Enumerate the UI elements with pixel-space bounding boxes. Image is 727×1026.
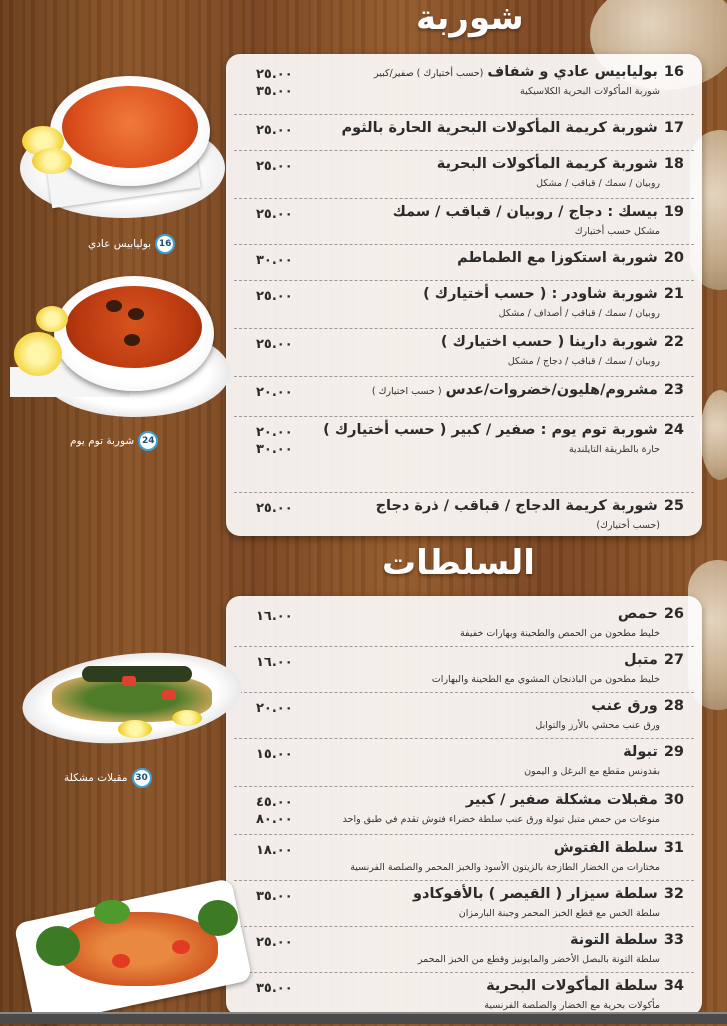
menu-item-price	[256, 794, 293, 828]
menu-item-row	[234, 926, 694, 973]
dish-photo-tom-yum	[10, 272, 230, 422]
price-primary: ٢٠.٠٠	[256, 701, 293, 716]
menu-item-name	[570, 932, 684, 948]
menu-item-title: متبل	[624, 652, 658, 668]
menu-item-title: سلطة التونة	[570, 932, 658, 948]
menu-item-name	[591, 698, 684, 714]
menu-item-title: ورق عنب	[591, 698, 658, 714]
menu-item-row	[234, 738, 694, 787]
menu-item-title: شوربة كريمة الدجاج / قباقب / ذرة دجاج	[375, 498, 658, 514]
price-primary: ٢٥.٠٠	[256, 501, 293, 516]
menu-item-row	[234, 416, 694, 493]
menu-item-name	[413, 886, 684, 902]
menu-item-row	[234, 646, 694, 693]
menu-item-price	[256, 158, 293, 175]
menu-item-number: 33	[663, 932, 684, 948]
menu-item-row	[234, 600, 694, 647]
price-secondary: ٣٥.٠٠	[256, 84, 293, 99]
menu-item-number: 32	[663, 886, 684, 902]
menu-item-number: 20	[663, 250, 684, 266]
menu-item-price	[256, 500, 293, 517]
menu-item-number: 29	[663, 744, 684, 760]
menu-item-price	[256, 252, 293, 269]
menu-item-number: 17	[663, 120, 684, 136]
dish-photo-seafood-salad	[22, 892, 246, 1008]
menu-item-price	[256, 336, 293, 353]
menu-item-name	[323, 422, 684, 438]
menu-item-title: شوربة شاودر : ( حسب أختيارك )	[423, 286, 658, 302]
menu-item-price	[256, 980, 293, 997]
menu-item-number: 22	[663, 334, 684, 350]
price-primary: ٢٥.٠٠	[256, 935, 293, 950]
menu-item-title: سلطة المأكولات البحرية	[486, 978, 658, 994]
menu-item-title: بيسك : دجاج / روبيان / قباقب / سمك	[392, 204, 658, 220]
menu-item-price	[256, 746, 293, 763]
menu-item-title: شوربة استكوزا مع الطماطم	[457, 250, 658, 266]
salads-section-title: السلطات	[382, 543, 535, 583]
menu-item-row	[234, 328, 694, 377]
dish-number-badge: 24	[138, 431, 158, 451]
soups-menu-panel	[226, 54, 702, 536]
menu-item-title: حمص	[617, 606, 658, 622]
menu-item-name	[624, 652, 684, 668]
price-primary: ٢٥.٠٠	[256, 207, 293, 222]
menu-item-description: روبيان / سمك / قباقب / أصداف / مشكل	[498, 308, 660, 319]
menu-item-price	[256, 384, 293, 401]
menu-item-description: روبيان / سمك / قباقب / مشكل	[536, 178, 660, 189]
menu-item-row	[234, 58, 694, 115]
price-primary: ١٦.٠٠	[256, 609, 293, 624]
menu-item-name	[437, 156, 684, 172]
photo-caption-24	[70, 431, 158, 451]
menu-item-number: 23	[663, 382, 684, 398]
price-primary: ٢٠.٠٠	[256, 385, 293, 400]
menu-item-description: منوعات من حمص متبل تبولة ورق عنب سلطة خضراء فتوش تقدم في طبق واحد	[342, 814, 660, 825]
menu-item-name	[554, 840, 684, 856]
menu-item-name	[423, 286, 684, 302]
menu-item-description: ورق عنب محشي بالأرز والتوابل	[535, 720, 660, 731]
photo-caption-text: شوربة توم يوم	[70, 435, 135, 447]
menu-item-name	[374, 64, 684, 80]
menu-item-row	[234, 834, 694, 881]
menu-item-number: 31	[663, 840, 684, 856]
photo-caption-text: بولیابیس عادي	[88, 238, 152, 250]
menu-item-price	[256, 66, 293, 100]
menu-item-name	[376, 498, 684, 514]
menu-item-title: شوربة كريمة المأكولات البحرية	[436, 156, 658, 172]
menu-item-price	[256, 424, 293, 458]
price-primary: ٣٥.٠٠	[256, 981, 293, 996]
menu-item-name	[486, 978, 684, 994]
menu-item-name	[393, 204, 684, 220]
price-primary: ١٦.٠٠	[256, 655, 293, 670]
menu-item-title: شوربة دارينا ( حسب اختيارك )	[440, 334, 658, 350]
dish-number-badge: 30	[132, 768, 152, 788]
menu-item-row	[234, 150, 694, 199]
menu-item-name	[372, 382, 684, 398]
menu-item-description: بقدونس مقطع مع البرغل و اليمون	[524, 766, 660, 777]
price-primary: ٤٥.٠٠	[256, 795, 293, 810]
menu-item-description: سلطة الخس مع قطع الخبز المحمر وجبنة البارمزان	[458, 908, 660, 919]
menu-item-title: شوربة توم يوم : صفير / كبير ( حسب أختيارك )	[323, 422, 658, 438]
menu-item-description: خليط مطحون من الباذنجان المشوي مع الطحينة والبهارات	[431, 674, 660, 685]
menu-item-title: شوربة كريمة المأكولات البحرية الحارة بالثوم	[341, 120, 658, 136]
menu-item-description: مشكل حسب أختيارك	[574, 226, 660, 237]
menu-item-price	[256, 700, 293, 717]
menu-item-number: 30	[663, 792, 684, 808]
menu-item-title: مقبلات مشكلة صفير / كبير	[465, 792, 658, 808]
page-bottom-bar	[0, 1012, 727, 1024]
menu-item-row	[234, 880, 694, 927]
menu-item-title: سلطة سيزار ( القيصر ) بالأفوكادو	[413, 886, 658, 902]
menu-item-number: 25	[663, 498, 684, 514]
menu-item-number: 21	[663, 286, 684, 302]
menu-item-row	[234, 786, 694, 835]
menu-item-description: مختارات من الخضار الطازجة بالزيتون الأسود والخبز المحمر والصلصة الفرنسية	[350, 862, 660, 873]
menu-item-row	[234, 492, 694, 540]
menu-item-name	[623, 744, 684, 760]
menu-item-price	[256, 842, 293, 859]
menu-item-number: 18	[663, 156, 684, 172]
price-secondary: ٣٠.٠٠	[256, 442, 293, 457]
menu-item-title: تبولة	[623, 744, 658, 760]
menu-item-description: شوربة المأكولات البحرية الكلاسيكية	[520, 86, 660, 97]
menu-item-description: روبيان / سمك / قباقب / دجاج / مشكل	[507, 356, 660, 367]
menu-item-description: سلطة التونة بالبصل الأخضر والمايونيز وقطع من الخبز المحمر	[417, 954, 660, 965]
menu-item-description: خليط مطحون من الحمص والطحينة وبهارات خفيفة	[459, 628, 660, 639]
menu-item-price	[256, 654, 293, 671]
menu-item-row	[234, 114, 694, 151]
salads-menu-panel	[226, 596, 702, 1016]
seashell-decoration-mid	[700, 390, 727, 480]
menu-item-number: 28	[663, 698, 684, 714]
price-primary: ٢٥.٠٠	[256, 67, 293, 82]
menu-item-price	[256, 934, 293, 951]
dish-photo-mixed-appetizers	[22, 646, 244, 746]
dish-photo-bouillabaisse	[18, 68, 228, 228]
menu-item-price	[256, 206, 293, 223]
photo-caption-30	[64, 768, 152, 788]
price-primary: ٢٥.٠٠	[256, 159, 293, 174]
price-secondary: ٨٠.٠٠	[256, 812, 293, 827]
menu-item-title: بولیابیس عادي و شفاف	[487, 64, 658, 80]
menu-item-name	[441, 334, 684, 350]
menu-item-number: 16	[663, 64, 684, 80]
photo-caption-text: مقبلات مشكلة	[64, 772, 128, 784]
menu-item-price	[256, 888, 293, 905]
menu-item-name	[618, 606, 684, 622]
menu-item-number: 24	[663, 422, 684, 438]
menu-item-price	[256, 288, 293, 305]
menu-item-name	[466, 792, 684, 808]
menu-item-description: (حسب أختيارك)	[596, 520, 660, 531]
price-primary: ٢٥.٠٠	[256, 289, 293, 304]
menu-item-number: 34	[663, 978, 684, 994]
price-primary: ٣٠.٠٠	[256, 253, 293, 268]
menu-item-number: 26	[663, 606, 684, 622]
menu-item-title: مشروم/هليون/خضروات/عدس	[445, 382, 658, 398]
menu-item-price	[256, 122, 293, 139]
menu-item-description: مأكولات بحرية مع الخضار والصلصة الفرنسية	[484, 1000, 660, 1011]
menu-item-title: سلطة الفتوش	[553, 840, 658, 856]
menu-item-number: 19	[663, 204, 684, 220]
menu-item-note: (حسب أختيارك ) صفير/كبير	[373, 68, 484, 79]
menu-item-row	[234, 376, 694, 417]
price-primary: ٢٥.٠٠	[256, 337, 293, 352]
price-primary: ١٨.٠٠	[256, 843, 293, 858]
price-primary: ٢٥.٠٠	[256, 123, 293, 138]
menu-item-row	[234, 244, 694, 281]
menu-item-price	[256, 608, 293, 625]
menu-item-row	[234, 198, 694, 245]
menu-item-row	[234, 692, 694, 739]
menu-item-name	[457, 250, 684, 266]
price-primary: ٢٠.٠٠	[256, 425, 293, 440]
menu-item-number: 27	[663, 652, 684, 668]
price-primary: ٣٥.٠٠	[256, 889, 293, 904]
dish-number-badge: 16	[155, 234, 175, 254]
menu-item-description: حارة بالطريقة التايلندية	[568, 444, 660, 455]
price-primary: ١٥.٠٠	[256, 747, 293, 762]
menu-item-name	[342, 120, 684, 136]
menu-item-note: ( حسب اختيارك )	[371, 386, 442, 397]
menu-item-row	[234, 280, 694, 329]
soups-section-title: شوربة	[416, 0, 524, 38]
photo-caption-16	[88, 234, 175, 254]
